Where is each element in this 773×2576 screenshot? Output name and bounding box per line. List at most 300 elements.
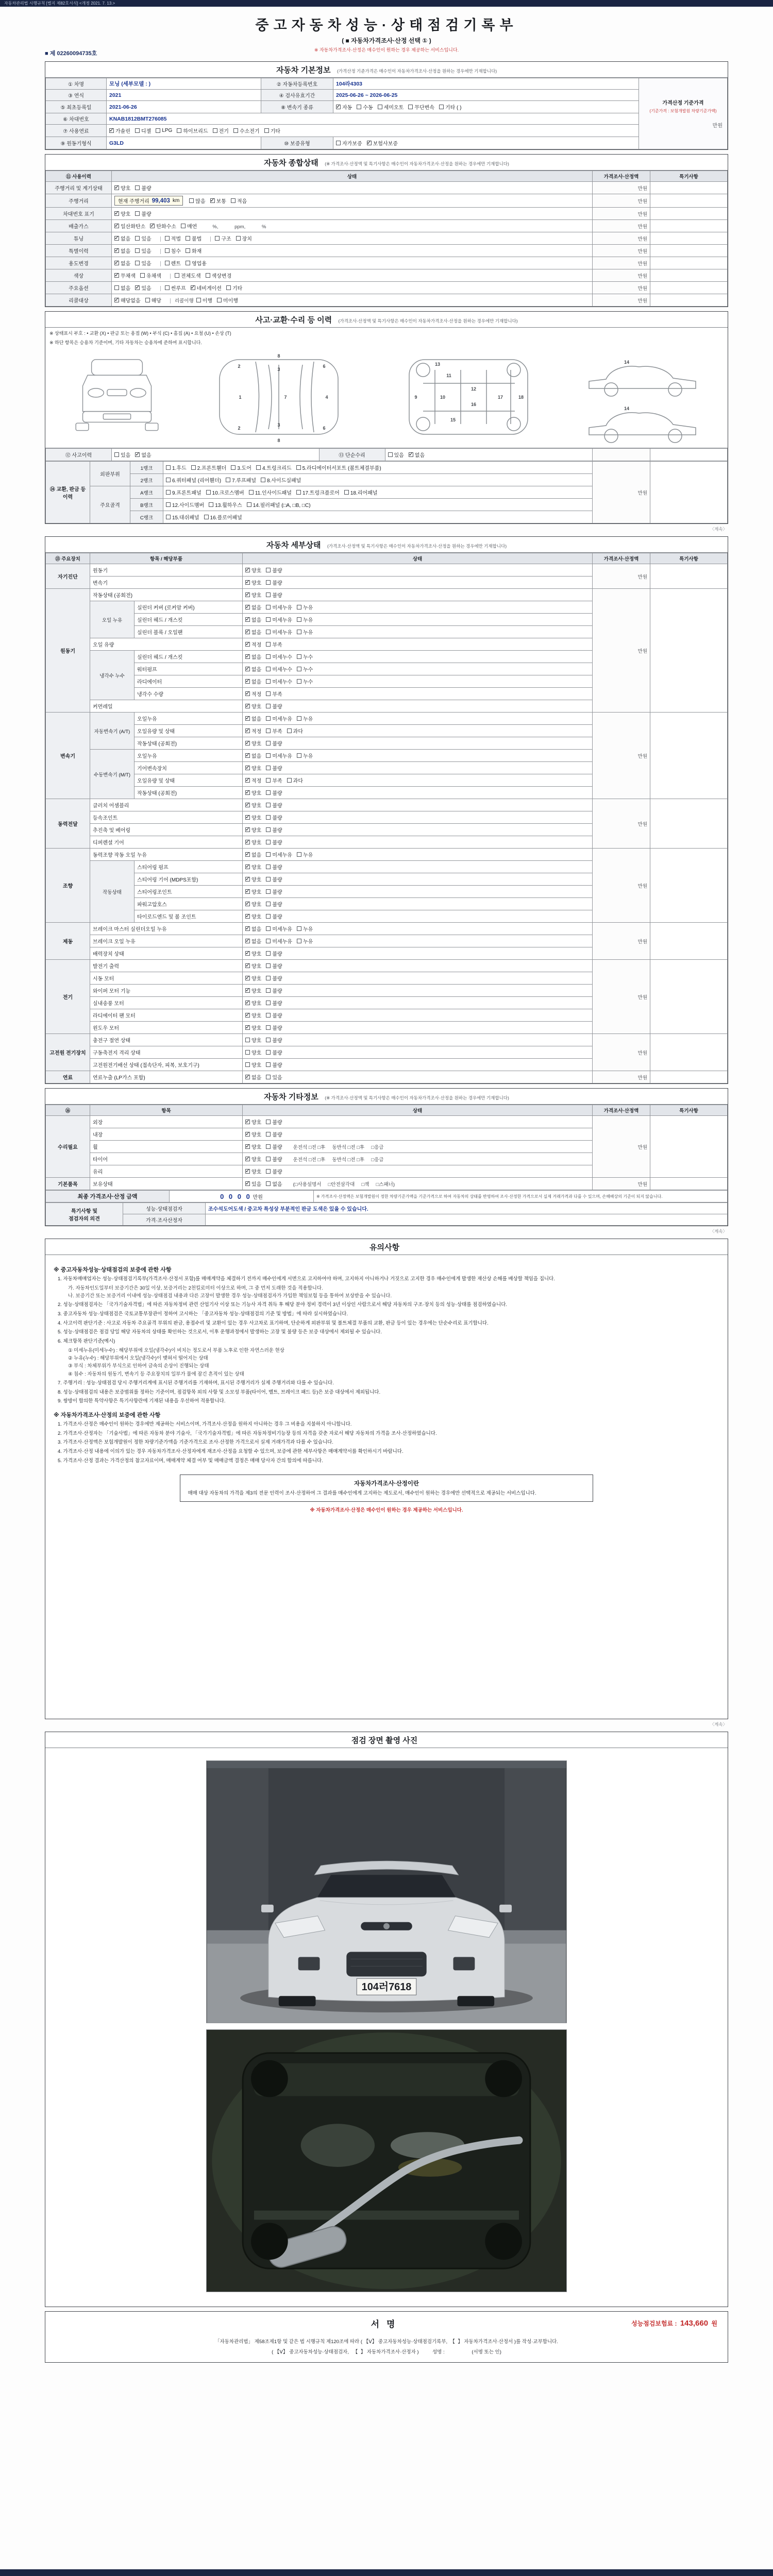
checkbox-option[interactable] [196, 296, 212, 304]
checkbox-option[interactable] [266, 999, 282, 1007]
checkbox-option[interactable] [135, 210, 151, 217]
checkbox-option[interactable] [114, 284, 130, 292]
checkbox-option[interactable] [231, 197, 247, 205]
checkbox-option[interactable] [266, 950, 282, 957]
checkbox-label: 양호 [251, 1050, 262, 1056]
checkbox-option[interactable] [245, 814, 261, 821]
checkbox-icon [266, 766, 271, 770]
checkbox-option[interactable] [266, 776, 282, 784]
checkbox-label: 없음 [272, 1182, 282, 1188]
checkbox-label: 부족 [272, 729, 282, 735]
checkbox-option[interactable] [245, 925, 261, 933]
checkbox-label: 구조 [221, 236, 231, 242]
checkbox-icon [247, 502, 251, 507]
panel-checkbox-option[interactable] [226, 476, 256, 484]
divider [160, 286, 161, 291]
checkbox-label: 양호 [121, 186, 131, 192]
device-state [243, 577, 593, 589]
checkbox-option[interactable] [266, 1024, 282, 1031]
checkbox-option[interactable] [266, 690, 282, 698]
checkbox-icon [245, 1062, 250, 1067]
panel-part-label: 외판부위 [90, 462, 130, 486]
checkbox-group [215, 236, 257, 242]
panel-checkbox-option[interactable] [209, 501, 242, 509]
panel-checkbox-option[interactable] [247, 501, 311, 509]
base-price-unit: 만원 [712, 123, 722, 129]
checkbox-option[interactable] [266, 789, 282, 796]
notice-item: ② 누유(누수) : 해당부위에서 오일(냉각수)이 맺혀서 떨어지는 상태 [68, 1355, 208, 1362]
checkbox-option[interactable] [245, 616, 261, 623]
measurement-placeholders: %, ppm, % [201, 224, 266, 230]
col-price: 가격조사·산정액 [593, 171, 650, 182]
checkbox-label: 없음 [251, 618, 262, 623]
panel-checkbox-option[interactable] [166, 464, 187, 471]
checkbox-option[interactable] [266, 987, 282, 994]
checkbox-option[interactable] [165, 234, 181, 242]
panel-checkbox-option[interactable] [166, 501, 204, 509]
checked-checkbox-icon [245, 766, 250, 770]
checkbox-icon [266, 592, 271, 597]
checkbox-option[interactable] [266, 653, 292, 660]
checkbox-option[interactable] [264, 127, 280, 134]
checkbox-option[interactable] [266, 937, 292, 945]
panel-checkbox-option[interactable] [256, 464, 292, 471]
checkbox-label: 양호 [251, 877, 262, 883]
checkbox-option[interactable] [245, 677, 261, 685]
checkbox-option[interactable] [297, 677, 313, 685]
checkbox-label: 있음 [251, 1182, 262, 1188]
checkbox-option[interactable] [140, 272, 161, 279]
checkbox-group [245, 816, 287, 821]
checkbox-label: 양호 [251, 1170, 262, 1175]
checkbox-option[interactable] [266, 1167, 282, 1175]
checkbox-option[interactable] [165, 247, 181, 255]
checkbox-option[interactable] [266, 1180, 282, 1188]
checkbox-option[interactable] [206, 272, 232, 279]
checkbox-option[interactable] [266, 801, 282, 809]
checkbox-group [336, 105, 466, 111]
checkbox-option[interactable] [336, 139, 362, 147]
checkbox-option[interactable] [215, 234, 231, 242]
checkbox-option[interactable] [266, 1118, 282, 1126]
price-cell: 만원 [593, 208, 650, 220]
checkbox-option[interactable] [245, 579, 261, 586]
usage-item-state [112, 194, 593, 208]
checkbox-option[interactable] [266, 665, 292, 673]
checkbox-group [196, 298, 243, 304]
checkbox-option[interactable] [186, 234, 201, 242]
checkbox-option[interactable] [367, 139, 398, 147]
panel-label: 9.프론트패널 [172, 490, 201, 496]
field-value-text: KNAB1812BMT276085 [109, 115, 167, 122]
checkbox-option[interactable] [266, 727, 282, 735]
device-state [243, 861, 593, 873]
col-note: 특기사항 [650, 553, 728, 564]
checkbox-option[interactable] [245, 764, 261, 772]
checkbox-icon [166, 502, 171, 507]
checkbox-option[interactable] [245, 1180, 261, 1188]
panel-checkbox-option[interactable] [166, 513, 199, 521]
checkbox-option[interactable] [297, 925, 313, 933]
checkbox-option[interactable] [114, 259, 130, 267]
checkbox-option[interactable] [245, 937, 261, 945]
checkbox-option[interactable] [266, 1073, 282, 1081]
basic-info-row [46, 78, 728, 90]
device-item-label: 기어변속장치 [135, 762, 243, 774]
checkbox-option[interactable] [245, 900, 261, 908]
svg-text:16: 16 [471, 402, 477, 407]
checkbox-label: 없음 [251, 1075, 262, 1081]
checkbox-option[interactable] [114, 451, 130, 459]
checkbox-option[interactable] [245, 690, 261, 698]
checkbox-option[interactable] [210, 197, 226, 205]
checkbox-option[interactable] [245, 863, 261, 871]
checkbox-option[interactable] [409, 451, 425, 459]
checkbox-option[interactable] [135, 284, 151, 292]
checkbox-option[interactable] [266, 764, 282, 772]
checkbox-label: 양호 [251, 989, 262, 994]
checkbox-option[interactable] [266, 1143, 282, 1150]
checkbox-group [109, 129, 285, 134]
checked-checkbox-icon [245, 1120, 250, 1124]
checkbox-option[interactable] [245, 1073, 261, 1081]
checkbox-label: 부족 [272, 692, 282, 698]
device-row [46, 1071, 728, 1083]
checkbox-option[interactable] [297, 603, 313, 611]
panel-checkbox-option[interactable] [206, 488, 244, 496]
checkbox-option[interactable] [266, 739, 282, 747]
checkbox-option[interactable] [266, 863, 282, 871]
checkbox-option[interactable] [135, 184, 151, 192]
device-item-label: 스티어링조인트 [135, 886, 243, 898]
checkbox-option[interactable] [388, 451, 404, 459]
checkbox-option[interactable] [266, 752, 292, 759]
checkbox-option[interactable] [114, 234, 130, 242]
checkbox-option[interactable] [245, 1143, 261, 1150]
checkbox-icon [209, 502, 213, 507]
checkbox-label: 미세누수 [272, 680, 292, 685]
checkbox-option[interactable] [245, 1155, 261, 1163]
note-cell [650, 923, 728, 960]
checkbox-option[interactable] [245, 912, 261, 920]
checkbox-option[interactable] [266, 826, 282, 834]
current-mileage-value[interactable]: 99,403 [152, 197, 170, 204]
checkbox-option[interactable] [439, 103, 462, 111]
checkbox-option[interactable] [245, 962, 261, 970]
price-cell: 만원 [593, 799, 650, 849]
checkbox-group [165, 236, 207, 242]
accident-history-header [45, 312, 728, 328]
checkbox-option[interactable] [266, 1155, 282, 1163]
checkbox-icon [135, 261, 140, 265]
checkbox-option[interactable] [297, 752, 313, 759]
checkbox-option[interactable] [297, 715, 313, 722]
checkbox-option[interactable] [357, 103, 373, 111]
checkbox-option[interactable] [114, 184, 130, 192]
checkbox-icon [236, 236, 241, 241]
basic-info-row [46, 90, 728, 101]
rank-label: B랭크 [130, 499, 163, 511]
checkbox-group [245, 890, 287, 895]
svg-text:10: 10 [440, 395, 446, 400]
checkbox-option[interactable] [245, 838, 261, 846]
divider [160, 236, 161, 242]
checkbox-option[interactable] [245, 715, 261, 722]
checkbox-option[interactable] [266, 616, 292, 623]
device-group-label: 전기 [46, 960, 90, 1034]
basic-info-row [46, 101, 728, 113]
checkbox-option[interactable] [266, 851, 292, 858]
device-state [243, 947, 593, 960]
checkbox-option[interactable] [165, 284, 186, 292]
opinion-row [46, 1203, 728, 1214]
device-item-label: 내장 [90, 1128, 243, 1141]
checkbox-option[interactable] [245, 875, 261, 883]
checkbox-option[interactable] [245, 789, 261, 796]
checkbox-option[interactable] [150, 222, 176, 230]
checkbox-option[interactable] [266, 912, 282, 920]
checkbox-option[interactable] [245, 999, 261, 1007]
usage-item-state [112, 232, 593, 245]
checkbox-label: 불량 [272, 741, 282, 747]
checkbox-option[interactable] [114, 222, 145, 230]
checkbox-option[interactable] [287, 727, 303, 735]
checkbox-option[interactable] [177, 127, 208, 134]
notices-title: 유의사항 [369, 1243, 399, 1252]
checkbox-group [245, 976, 287, 982]
checkbox-option[interactable] [297, 616, 313, 623]
checkbox-option[interactable] [245, 826, 261, 834]
checkbox-option[interactable] [266, 925, 292, 933]
checkbox-label: 있음 [394, 453, 404, 459]
checkbox-option[interactable] [245, 950, 261, 957]
checkbox-option[interactable] [266, 1061, 282, 1069]
device-state [243, 1071, 593, 1083]
checkbox-option[interactable] [245, 603, 261, 611]
checkbox-label: 불량 [272, 1026, 282, 1031]
checked-checkbox-icon [245, 580, 250, 585]
device-state [243, 1034, 593, 1046]
checkbox-label: 불량 [141, 212, 152, 217]
device-state [243, 972, 593, 985]
checkbox-label: 있음 [141, 236, 152, 242]
checkbox-option[interactable] [213, 127, 229, 134]
checkbox-option[interactable] [245, 665, 261, 673]
checkbox-label: 탄화수소 [156, 224, 176, 230]
document-header [45, 8, 728, 57]
checked-checkbox-icon [336, 105, 341, 109]
checkbox-option[interactable] [135, 259, 151, 267]
checkbox-option[interactable] [266, 677, 292, 685]
panel-checkbox-option[interactable] [166, 476, 221, 484]
checkbox-option[interactable] [245, 752, 261, 759]
checkbox-option[interactable] [109, 127, 130, 134]
checkbox-option[interactable] [217, 296, 238, 304]
checkbox-icon [266, 642, 271, 647]
checkbox-option[interactable] [266, 603, 292, 611]
checkbox-icon [266, 939, 271, 943]
checkbox-option[interactable] [266, 875, 282, 883]
checkbox-option[interactable] [156, 128, 172, 133]
checkbox-option[interactable] [245, 1130, 261, 1138]
device-group-label: 제동 [46, 923, 90, 960]
checkbox-option[interactable] [135, 247, 151, 255]
checkbox-option[interactable] [266, 715, 292, 722]
checkbox-option[interactable] [266, 962, 282, 970]
checkbox-option[interactable] [135, 234, 151, 242]
exchange-rank-row [46, 462, 728, 474]
panel-checkbox-option[interactable] [296, 464, 381, 471]
checkbox-option[interactable] [336, 103, 352, 111]
checkbox-option[interactable] [245, 851, 261, 858]
checkbox-option[interactable] [191, 284, 222, 292]
checkbox-option[interactable] [245, 653, 261, 660]
checkbox-option[interactable] [226, 284, 242, 292]
panel-checkbox-option[interactable] [191, 464, 227, 471]
checkbox-option[interactable] [186, 247, 201, 255]
checkbox-option[interactable] [181, 222, 197, 230]
final-price-table [45, 1190, 728, 1202]
checkbox-option[interactable] [266, 1130, 282, 1138]
checkbox-option[interactable] [245, 1061, 261, 1069]
checkbox-label: 불량 [272, 1050, 282, 1056]
opinion-row [46, 1214, 728, 1226]
checkbox-option[interactable] [266, 702, 282, 710]
checkbox-option[interactable] [245, 702, 261, 710]
device-state [243, 997, 593, 1009]
checkbox-icon [266, 926, 271, 931]
checkbox-option[interactable] [145, 296, 161, 304]
checkbox-option[interactable] [266, 888, 282, 895]
checkbox-option[interactable] [245, 1011, 261, 1019]
note-cell [650, 1116, 728, 1178]
final-price-note: ※ 가격조사·산정액은 보험개발원이 정한 차량기준가액을 기준가격으로 하여 자동차의 상태를 반영하여 조사·산정한 가격으로서 실제 거래가격과 다를 수 있으며, 손해배상의 기준이 되지 않습니다. [314, 1191, 728, 1202]
usage-history-row [46, 220, 728, 232]
checkbox-option[interactable] [114, 247, 130, 255]
checkbox-option[interactable] [186, 259, 207, 267]
panel-checkbox-option[interactable] [231, 464, 251, 471]
checkbox-option[interactable] [245, 640, 261, 648]
panel-checkbox-option[interactable] [166, 488, 201, 496]
checkbox-option[interactable] [245, 801, 261, 809]
checkbox-option[interactable] [266, 1011, 282, 1019]
checkbox-option[interactable] [245, 1036, 261, 1044]
sub-option-label: 리콜이행 [174, 298, 194, 304]
checkbox-option[interactable] [245, 1167, 261, 1175]
checkbox-option[interactable] [245, 566, 261, 574]
checkbox-option[interactable] [245, 888, 261, 895]
rank-items [163, 462, 593, 474]
checkbox-option[interactable] [245, 1048, 261, 1056]
panel-checkbox-option[interactable] [296, 488, 340, 496]
device-state [243, 836, 593, 849]
checkbox-option[interactable] [245, 987, 261, 994]
checkbox-option[interactable] [245, 739, 261, 747]
usage-item-state [112, 182, 593, 194]
checkbox-icon [266, 1144, 271, 1149]
car-diagrams [45, 346, 728, 448]
device-item-label: 실내송풍 모터 [90, 997, 243, 1009]
checkbox-option[interactable] [266, 579, 282, 586]
checked-checkbox-icon [245, 803, 250, 807]
checkbox-icon [165, 261, 170, 265]
checkbox-option[interactable] [408, 103, 434, 111]
checkbox-label: 보통 [216, 199, 226, 205]
checkbox-option[interactable] [266, 814, 282, 821]
checkbox-option[interactable] [245, 628, 261, 636]
checkbox-option[interactable] [297, 937, 313, 945]
panel-checkbox-option[interactable] [261, 476, 301, 484]
checkbox-option[interactable] [266, 591, 282, 599]
top-bar-text: 자동차관리법 시행규칙 [별지 제82호서식] <개정 2021. 7. 13.> [4, 1, 115, 6]
notice-item: 3. 가격조사·산정액은 보험개발원이 정한 차량기준가액을 기준가격으로 조사·산정한 가격으로서 실제 거래가격과 다를 수 있습니다. [58, 1439, 333, 1446]
price-cell: 만원 [593, 1071, 650, 1083]
checkbox-option[interactable] [266, 1036, 282, 1044]
checkbox-option[interactable] [175, 272, 201, 279]
usage-item-state [112, 257, 593, 269]
checkbox-option[interactable] [165, 259, 181, 267]
checkbox-option[interactable] [266, 640, 282, 648]
checkbox-group [165, 261, 211, 267]
checkbox-option[interactable] [266, 974, 282, 982]
checked-checkbox-icon [245, 679, 250, 684]
checkbox-label: 미세누유 [272, 618, 292, 623]
checkbox-option[interactable] [297, 665, 313, 673]
checkbox-option[interactable] [266, 1048, 282, 1056]
panel-checkbox-option[interactable] [204, 513, 242, 521]
checkbox-option[interactable] [297, 628, 313, 636]
checkbox-option[interactable] [245, 1024, 261, 1031]
checkbox-option[interactable] [245, 591, 261, 599]
checkbox-option[interactable] [297, 851, 313, 858]
checkbox-option[interactable] [287, 776, 303, 784]
checkbox-option[interactable] [114, 210, 130, 217]
checkbox-option[interactable] [236, 234, 252, 242]
checkbox-option[interactable] [233, 127, 260, 134]
price-cell: 만원 [593, 220, 650, 232]
checkbox-option[interactable] [245, 727, 261, 735]
checkbox-label: 양호 [251, 1013, 262, 1019]
checkbox-group [114, 453, 156, 459]
checkbox-group [245, 1001, 287, 1007]
field-value-text: 2025-06-26 ~ 2026-06-25 [336, 92, 398, 98]
checkbox-option[interactable] [114, 296, 141, 304]
checkbox-option[interactable] [297, 653, 313, 660]
panel-checkbox-option[interactable] [249, 488, 292, 496]
checkbox-option[interactable] [266, 628, 292, 636]
panel-checkbox-option[interactable] [344, 488, 378, 496]
photo-panel-header [45, 1732, 728, 1748]
checkbox-option[interactable] [189, 197, 205, 205]
checkbox-icon [135, 185, 140, 190]
checkbox-group [245, 877, 287, 883]
checkbox-option[interactable] [266, 566, 282, 574]
checkbox-option[interactable] [135, 127, 151, 134]
device-item-label: 보유상태 [90, 1178, 243, 1190]
checkbox-option[interactable] [245, 1118, 261, 1126]
checkbox-option[interactable] [378, 103, 404, 111]
checkbox-option[interactable] [245, 776, 261, 784]
checkbox-icon [266, 963, 271, 968]
final-price-value: 0 0 0 0 [220, 1192, 251, 1200]
checkbox-label: 영업용 [191, 261, 207, 267]
checkbox-option[interactable] [266, 900, 282, 908]
checkbox-option[interactable] [135, 451, 151, 459]
checkbox-option[interactable] [114, 272, 136, 279]
checkbox-option[interactable] [266, 838, 282, 846]
checkbox-option[interactable] [245, 974, 261, 982]
svg-text:9: 9 [414, 395, 417, 400]
